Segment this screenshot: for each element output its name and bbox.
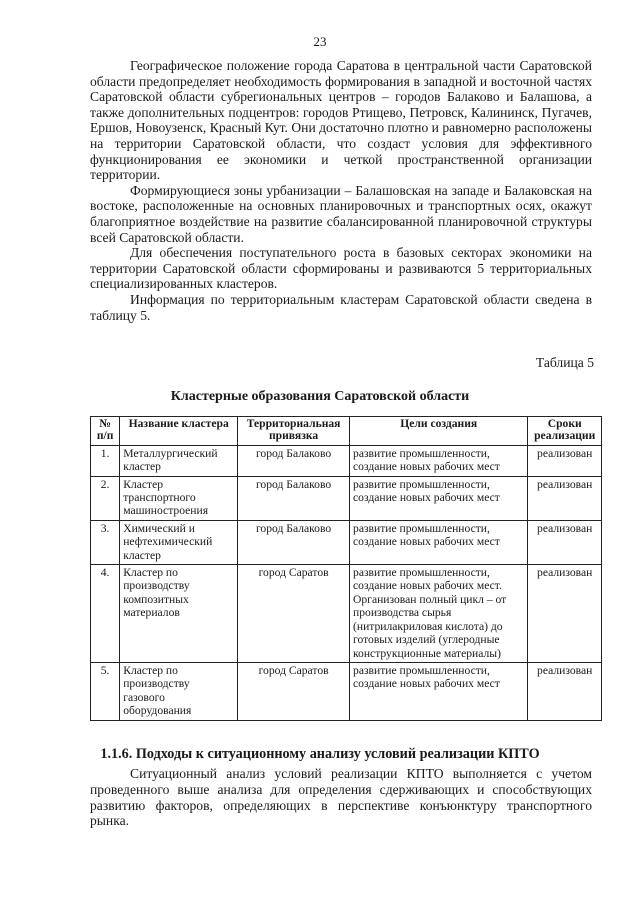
cell-number: 2.	[91, 476, 120, 520]
cell-goals: развитие промышленности, создание новых рабочих мест	[350, 476, 528, 520]
cell-terms: реализован	[528, 445, 602, 476]
cell-goals: развитие промышленности, создание новых рабочих мест	[350, 662, 528, 720]
cell-number: 3.	[91, 520, 120, 564]
header-cluster-name: Название кластера	[120, 417, 238, 446]
cell-cluster-name: Кластер по производству композитных материалов	[120, 565, 238, 663]
table-label: Таблица 5	[535, 355, 594, 370]
cell-territory: город Саратов	[238, 565, 350, 663]
cell-territory: город Балаково	[238, 476, 350, 520]
cell-terms: реализован	[528, 520, 602, 564]
cell-cluster-name: Кластер по производству газового оборудования	[120, 662, 238, 720]
table-row	[91, 662, 602, 720]
cell-territory: город Балаково	[238, 520, 350, 564]
intro-text	[90, 58, 592, 323]
header-goals: Цели создания	[350, 417, 528, 446]
cell-goals: развитие промышленности, создание новых рабочих мест	[350, 445, 528, 476]
table-row	[91, 520, 602, 564]
table-row	[91, 476, 602, 520]
cell-number: 5.	[91, 662, 120, 720]
cell-territory: город Саратов	[238, 662, 350, 720]
cell-cluster-name: Кластер транспортного машиностроения	[120, 476, 238, 520]
table-row	[91, 565, 602, 663]
paragraph-table-ref: Информация по территориальным кластерам Саратовской области сведена в таблицу 5.	[90, 291, 592, 323]
table-row	[91, 445, 602, 476]
header-terms: Сроки реализации	[528, 417, 602, 446]
header-number: № п/п	[91, 417, 120, 446]
paragraph-clusters: Для обеспечения поступательного роста в базовых секторах экономики на территории Саратовской области сформированы и развиваются 5 территориальных специализированных кластеров.	[90, 245, 592, 292]
cell-terms: реализован	[528, 565, 602, 663]
cell-number: 4.	[91, 565, 120, 663]
paragraph-geography: Географическое положение города Саратова в центральной части Саратовской области предопределяет необходимость формирования в западной и восточной частях Саратовской области субрегиональных центров – городов Балаково и Балашова, а также дополнительных подцентров: городов Ртищево, Петровск, Калининск, Пугачев, Ершов, Новоузенск, Красный Кут. Они достаточно плотно и равномерно расположены на территории Саратовской области, что создаст условия для эффективного функционирования ее экономики и четкой пространственной организации территории.	[90, 58, 592, 183]
paragraph-urbanization: Формирующиеся зоны урбанизации – Балашовская на западе и Балаковская на востоке, расположенные на основных планировочных и транспортных осях, окажут благоприятное воздействие на развитие сбалансированной планировочной структуры всей Саратовской области.	[90, 182, 592, 245]
section-heading: 1.1.6. Подходы к ситуационному анализу условий реализации КПТО	[100, 746, 540, 762]
clusters-table	[90, 416, 602, 721]
cell-goals: развитие промышленности, создание новых рабочих мест. Организован полный цикл – от производства сырья (нитрилакриловая кислота) до готовых изделий (углеродные конструкционные материалы)	[350, 565, 528, 663]
cell-cluster-name: Металлургический кластер	[120, 445, 238, 476]
paragraph-situational-analysis: Ситуационный анализ условий реализации КПТО выполняется с учетом проведенного выше анализа для определения сдерживающих и способствующих развитию факторов, определяющих в перспективе конъюнктуру транспортного рынка.	[90, 766, 592, 829]
cell-territory: город Балаково	[238, 445, 350, 476]
situational-analysis-text	[90, 766, 592, 829]
table-header-row	[91, 417, 602, 446]
cell-number: 1.	[91, 445, 120, 476]
cell-cluster-name: Химический и нефтехимический кластер	[120, 520, 238, 564]
cell-goals: развитие промышленности, создание новых рабочих мест	[350, 520, 528, 564]
cell-terms: реализован	[528, 476, 602, 520]
page-number: 23	[313, 34, 327, 49]
header-territory: Территориальная привязка	[238, 417, 350, 446]
cell-terms: реализован	[528, 662, 602, 720]
table-caption: Кластерные образования Саратовской области	[170, 389, 470, 404]
